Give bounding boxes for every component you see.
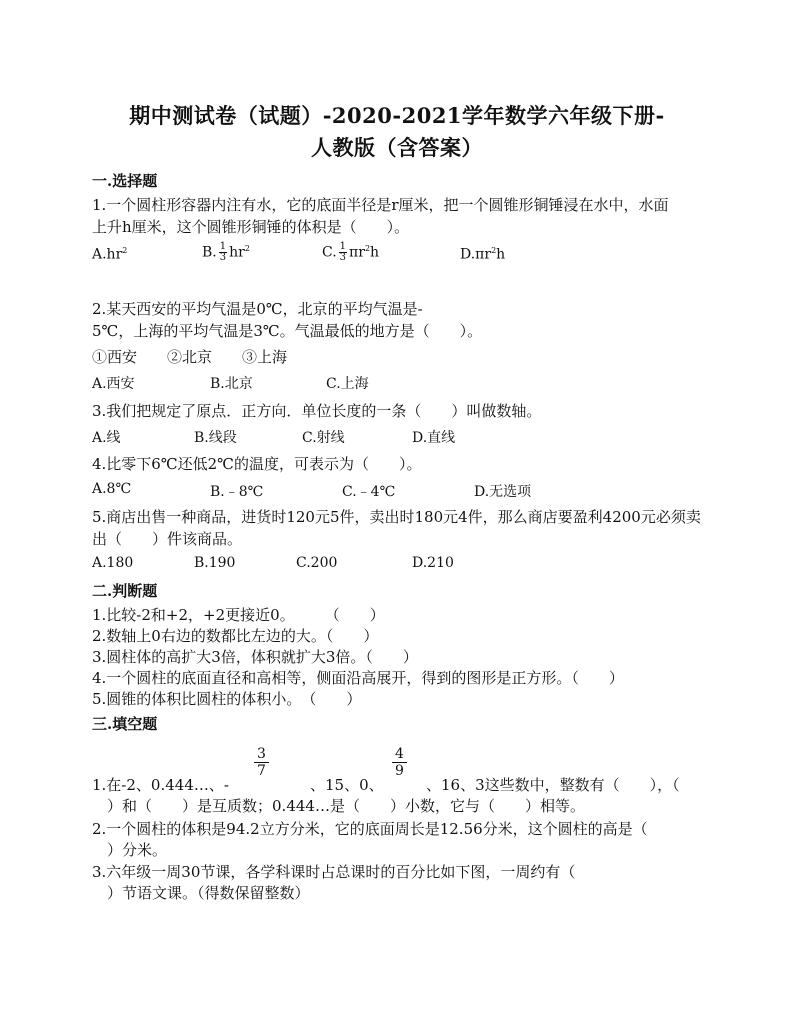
document-title-line1: 期中测试卷（试题）-2020-2021学年数学六年级下册- — [129, 103, 665, 128]
section-header-judgement: 二.判断题 — [92, 582, 158, 600]
q5-line1: 5.商店出售一种商品，进货时120元5件，卖出时180元4件，那么商店要盈利4200元必须卖 — [92, 508, 701, 526]
superscript: 2 — [491, 246, 497, 255]
fill-q1-part2: 、15、0、 — [310, 776, 384, 794]
q5-option-d: D.210 — [412, 555, 454, 571]
judgement-item: 4.一个圆柱的底面直径和高相等，侧面沿高展开，得到的图形是正方形。（ ） — [92, 669, 624, 687]
superscript: 2 — [364, 243, 371, 253]
judgement-item: 2.数轴上0右边的数都比左边的大。（ ） — [92, 627, 379, 645]
q2-option-c: C.上海 — [326, 376, 369, 392]
q1-option-c — [322, 242, 379, 263]
q4-option-c: C.﹣4℃ — [342, 484, 396, 500]
q1-option-b-prefix: B. — [202, 244, 217, 261]
q3-option-c: C.射线 — [302, 430, 345, 446]
judgement-item: 5.圆锥的体积比圆柱的体积小。 （ ） — [92, 690, 362, 708]
fraction-numerator: 4 — [392, 746, 407, 763]
fill-q1-part1: 1.在-2、0.444…、- — [92, 776, 229, 794]
q4-option-b: B.﹣8℃ — [210, 484, 264, 500]
section-header-fill-in: 三.填空题 — [92, 715, 158, 733]
fraction-denominator: 3 — [219, 252, 227, 263]
q2-line1: 2.某天西安的平均气温是0℃，北京的平均气温是- — [92, 300, 423, 318]
fill-q3-line1: 3.六年级一周30节课，各学科课时占总课时的百分比如下图，一周约有（ — [92, 863, 576, 881]
section-header-choice: 一.选择题 — [92, 172, 158, 190]
fraction-three-sevenths — [254, 746, 269, 779]
q3-option-b: B.线段 — [194, 430, 237, 446]
q1-option-d — [460, 246, 505, 263]
q1-line1: 1.一个圆柱形容器内注有水，它的底面半径是r厘米，把一个圆锥形铜锤浸在水中，水面 — [92, 196, 669, 214]
q1-option-c-tail: h — [370, 244, 380, 261]
q2-choices: ①西安 ②北京 ③上海 — [92, 348, 288, 366]
q1-option-b-suffix: hr — [229, 244, 245, 261]
q4-line1: 4.比零下6℃还低2℃的温度，可表示为（ ）。 — [92, 455, 422, 473]
q5-line2: 出（ ）件该商品。 — [92, 530, 243, 548]
q1-option-b — [202, 242, 250, 263]
superscript: 2 — [244, 243, 250, 253]
fill-q1-line2: ）和（ ）是互质数；0.444…是（ ）小数，它与（ ）相等。 — [92, 797, 585, 815]
q1-option-a-text: A.hr — [92, 246, 123, 263]
fill-q3-line2: ）节语文课。（得数保留整数） — [92, 884, 310, 902]
q5-option-b: B.190 — [194, 555, 236, 571]
fraction-numerator: 1 — [219, 241, 227, 252]
q3-option-d: D.直线 — [412, 430, 456, 446]
q5-option-a: A.180 — [92, 555, 134, 571]
fraction-denominator: 7 — [257, 763, 266, 779]
fraction-one-third — [339, 242, 347, 263]
q1-option-d-text: D.πr — [460, 246, 492, 263]
q3-line1: 3.我们把规定了原点．正方向．单位长度的一条（ ）叫做数轴。 — [92, 402, 542, 420]
judgement-item: 3.圆柱体的高扩大3倍，体积就扩大3倍。（ ） — [92, 648, 418, 666]
q1-option-d-tail: h — [496, 246, 506, 263]
q2-line2: 5℃，上海的平均气温是3℃。气温最低的地方是（ ）。 — [92, 322, 483, 340]
judgement-item: 1.比较-2和+2，+2更接近0。 （ ） — [92, 606, 385, 624]
q1-option-c-suffix: πr — [349, 244, 365, 261]
q1-option-a — [92, 246, 127, 263]
fill-q2-line2: ）分米。 — [92, 841, 168, 859]
fraction-one-third — [219, 242, 227, 263]
q4-option-a: A.8℃ — [92, 481, 132, 497]
superscript: 2 — [122, 246, 128, 255]
q1-option-c-prefix: C. — [322, 244, 337, 261]
fill-q1-part3: 、16、3这些数中，整数有（ ），（ — [426, 776, 680, 794]
fraction-numerator: 1 — [339, 241, 347, 252]
q1-line2: 上升h厘米，这个圆锥形铜锤的体积是（ ）。 — [92, 218, 410, 236]
fraction-denominator: 3 — [339, 252, 347, 263]
q2-option-b: B.北京 — [210, 376, 253, 392]
fraction-numerator: 3 — [254, 746, 269, 763]
document-title-line2: 人教版（含答案） — [311, 135, 483, 160]
fraction-four-ninths — [392, 746, 407, 779]
q3-option-a: A.线 — [92, 430, 121, 446]
fraction-denominator: 9 — [395, 763, 404, 779]
q4-option-d: D.无选项 — [474, 484, 532, 500]
q2-option-a: A.西安 — [92, 376, 135, 392]
q5-option-c: C.200 — [296, 555, 338, 571]
fill-q2-line1: 2.一个圆柱的体积是94.2立方分米，它的底面周长是12.56分米，这个圆柱的高是（ — [92, 820, 648, 838]
